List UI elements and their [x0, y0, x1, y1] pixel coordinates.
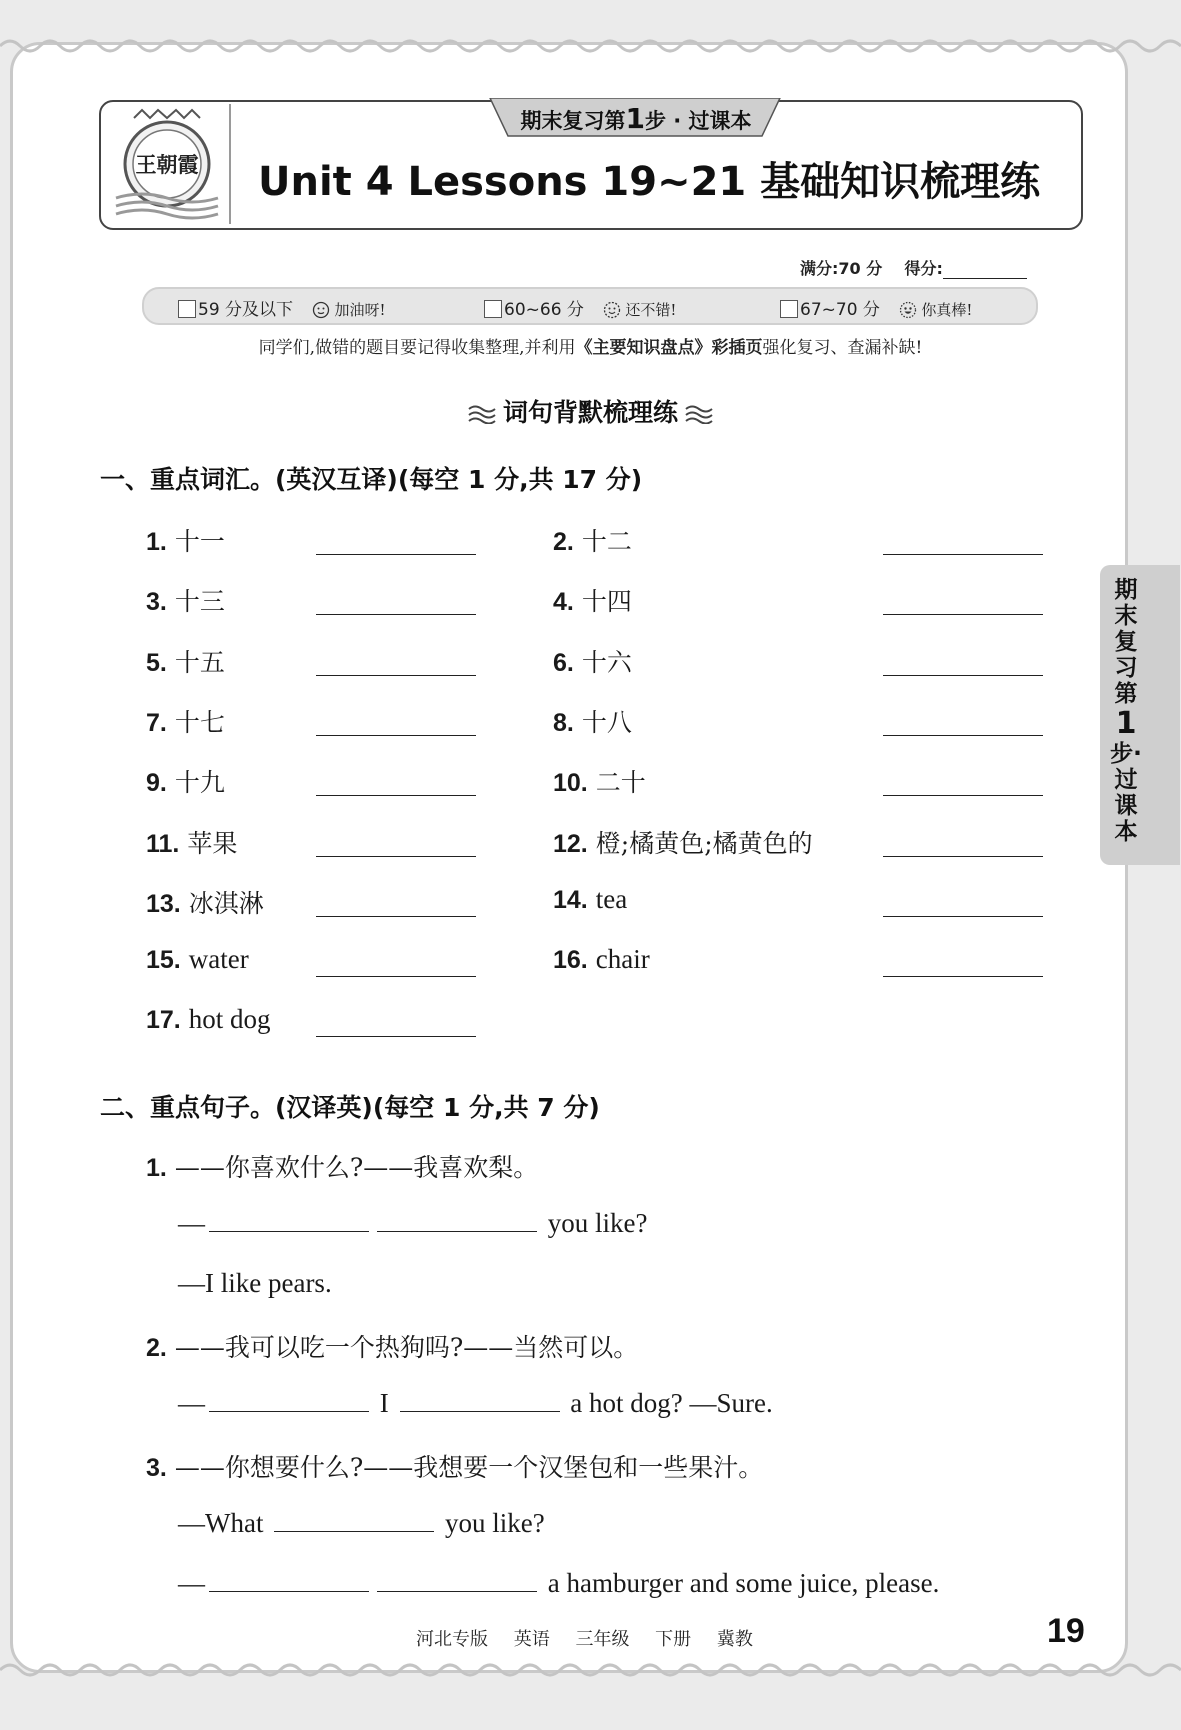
item-number: 10.	[553, 769, 588, 797]
header-divider	[229, 104, 231, 224]
side-tab-label: 期末复习第 1 步·过课本	[1110, 577, 1142, 845]
answer-blank[interactable]	[883, 976, 1043, 977]
item-number: 14.	[553, 886, 588, 914]
top-wave-border	[0, 36, 1181, 56]
item-number: 8.	[553, 709, 574, 737]
item-prompt: 冰淇淋	[188, 889, 264, 918]
vocab-item	[146, 884, 264, 920]
happy-face-icon	[899, 301, 917, 319]
wavy-right-icon	[684, 404, 714, 424]
vocab-item	[553, 763, 646, 799]
answer-blank[interactable]	[316, 795, 476, 796]
section-title: 词句背默梳理练	[0, 393, 1181, 429]
reminder-highlight: 《主要知识盘点》彩插页	[575, 338, 763, 358]
answer-blank[interactable]	[883, 856, 1043, 857]
item-number: 15.	[146, 946, 181, 974]
item-prompt: 十六	[581, 648, 632, 677]
rating-high-note: 你真棒!	[921, 301, 973, 319]
item-prompt: 二十	[595, 768, 646, 797]
sentence-3-line2: — a hamburger and some juice, please.	[178, 1568, 940, 1598]
step-number: 1	[625, 102, 645, 135]
vocab-item	[553, 944, 650, 975]
item-prompt: chair	[595, 944, 650, 974]
item-number: 11.	[146, 830, 180, 858]
answer-blank[interactable]	[316, 554, 476, 555]
answer-blank[interactable]	[883, 554, 1043, 555]
item-number: 6.	[553, 649, 574, 677]
item-prompt: hot dog	[188, 1004, 271, 1034]
step-label	[500, 103, 772, 135]
answer-blank[interactable]	[316, 976, 476, 977]
vocab-item	[146, 643, 225, 679]
item-prompt: 十一	[174, 527, 225, 556]
item-prompt: 橙;橘黄色;橘黄色的	[595, 829, 813, 858]
item-number: 4.	[553, 588, 574, 616]
vocab-item	[553, 884, 627, 915]
item-number: 17.	[146, 1006, 181, 1034]
reminder-text: 同学们,做错的题目要记得收集整理,并利用《主要知识盘点》彩插页强化复习、查漏补缺!	[258, 338, 923, 358]
item-number: 9.	[146, 769, 167, 797]
logo-text: 王朝霞	[135, 152, 199, 177]
item-prompt: 十二	[581, 527, 632, 556]
answer-blank[interactable]	[209, 1569, 369, 1592]
answer-blank[interactable]	[377, 1569, 537, 1592]
smile-face-icon	[603, 301, 621, 319]
vocab-item	[146, 763, 225, 799]
vocab-item	[553, 643, 632, 679]
item-prompt: 十九	[174, 768, 225, 797]
item-number: 2.	[553, 528, 574, 556]
cheer-face-icon	[312, 301, 330, 319]
part1-heading: 一、重点词汇。(英汉互译)(每空 1 分,共 17 分)	[100, 465, 643, 494]
vocab-item	[146, 582, 225, 618]
vocab-item	[553, 582, 632, 618]
item-prompt: 十三	[174, 587, 225, 616]
vocab-item	[146, 824, 237, 860]
score-blank[interactable]	[943, 262, 1027, 279]
rating-high-range: 67~70 分	[800, 300, 880, 320]
item-prompt: 十八	[581, 708, 632, 737]
sentence-1-prompt: 1. ——你喜欢什么?——我喜欢梨。	[146, 1153, 539, 1182]
item-prompt: 十四	[581, 587, 632, 616]
page-title: Unit 4 Lessons 19~21 基础知识梳理练	[258, 159, 1041, 205]
rating-low-range: 59 分及以下	[198, 300, 294, 320]
full-score: 满分:70 分	[800, 259, 883, 278]
item-number: 3.	[146, 588, 167, 616]
vocab-item	[553, 703, 632, 739]
checkbox-mid[interactable]	[484, 300, 502, 318]
answer-blank[interactable]	[883, 916, 1043, 917]
rating-low-note: 加油呀!	[334, 301, 386, 319]
vocab-item	[146, 522, 225, 558]
publisher-logo	[112, 106, 222, 221]
rating-mid-range: 60~66 分	[504, 300, 584, 320]
answer-blank[interactable]	[377, 1209, 537, 1232]
item-prompt: 十七	[174, 708, 225, 737]
bottom-wave-border	[0, 1660, 1181, 1680]
answer-blank[interactable]	[316, 675, 476, 676]
answer-blank[interactable]	[209, 1389, 369, 1412]
part2-heading: 二、重点句子。(汉译英)(每空 1 分,共 7 分)	[100, 1093, 600, 1122]
rating-mid-note: 还不错!	[625, 301, 677, 319]
answer-blank[interactable]	[316, 614, 476, 615]
wavy-left-icon	[467, 404, 497, 424]
rating-bar	[142, 287, 1038, 325]
sentence-3-prompt: 3. ——你想要什么?——我想要一个汉堡包和一些果汁。	[146, 1453, 764, 1482]
rating-high	[780, 295, 973, 320]
answer-blank[interactable]	[209, 1209, 369, 1232]
answer-blank[interactable]	[316, 735, 476, 736]
item-prompt: 苹果	[187, 829, 238, 858]
vocab-item	[146, 944, 249, 975]
item-number: 16.	[553, 946, 588, 974]
answer-blank[interactable]	[274, 1509, 434, 1532]
footer-text: 河北专版 英语 三年级 下册 冀教	[416, 1629, 753, 1650]
sentence-2-line1: — I a hot dog? —Sure.	[178, 1388, 773, 1418]
answer-blank[interactable]	[316, 916, 476, 917]
rating-mid	[484, 295, 677, 320]
sentence-1-line2: —I like pears.	[178, 1268, 332, 1298]
item-number: 1.	[146, 528, 167, 556]
vocab-item	[553, 522, 632, 558]
got-score-label: 得分:	[904, 259, 943, 278]
answer-blank[interactable]	[400, 1389, 560, 1412]
sentence-1-line1: — you like?	[178, 1208, 648, 1238]
answer-blank[interactable]	[316, 1036, 476, 1037]
checkbox-low[interactable]	[178, 300, 196, 318]
answer-blank[interactable]	[883, 614, 1043, 615]
answer-blank[interactable]	[316, 856, 476, 857]
vocab-item	[146, 703, 225, 739]
step-prefix: 期末复习第	[520, 109, 626, 133]
sentence-2-prompt: 2. ——我可以吃一个热狗吗?——当然可以。	[146, 1333, 639, 1362]
sentence-3-line1: —What you like?	[178, 1508, 545, 1538]
score-line	[800, 256, 1027, 279]
item-number: 12.	[553, 830, 588, 858]
rating-low	[178, 295, 386, 320]
item-prompt: tea	[595, 884, 628, 914]
step-suffix: 步 · 过课本	[644, 109, 752, 133]
item-prompt: 十五	[174, 648, 225, 677]
item-number: 5.	[146, 649, 167, 677]
item-prompt: water	[188, 944, 249, 974]
vocab-item	[146, 1004, 271, 1035]
answer-blank[interactable]	[883, 735, 1043, 736]
page-number: 19	[1047, 1612, 1085, 1650]
item-number: 7.	[146, 709, 167, 737]
checkbox-high[interactable]	[780, 300, 798, 318]
answer-blank[interactable]	[883, 795, 1043, 796]
answer-blank[interactable]	[883, 675, 1043, 676]
vocab-item	[553, 824, 813, 860]
item-number: 13.	[146, 890, 181, 918]
